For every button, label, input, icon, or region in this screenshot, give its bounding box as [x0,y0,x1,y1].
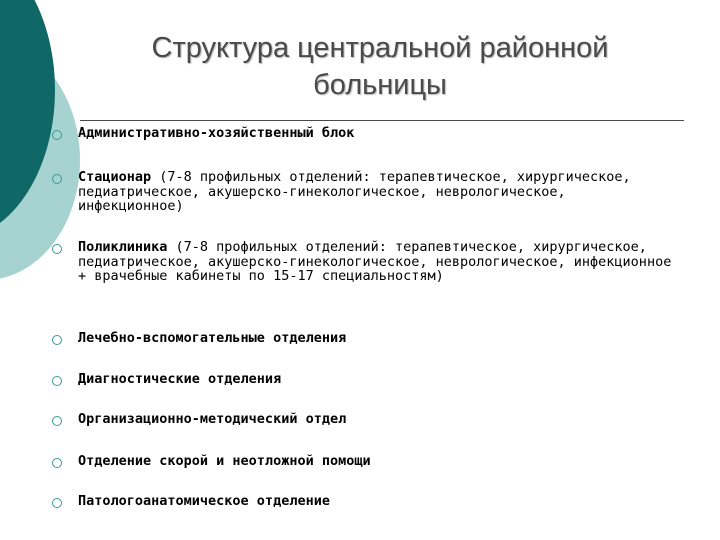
item-description: (7-8 профильных отделений: терапевтическое, хирургическое, педиатрическое, акушерско-гинекологическое, неврологическое, инфекционное + врачебные кабинеты по 15-17 специальностям) [78,239,672,284]
item-heading: Отделение скорой и неотложной помощи [78,453,371,469]
bullet-circle-icon [52,244,62,254]
bullet-circle-icon [52,174,62,184]
list-item [52,372,692,387]
bullet-circle-icon [52,376,62,386]
list-item-text [78,240,678,284]
list-item [52,170,692,214]
item-heading: Административно-хозяйственный блок [78,125,355,141]
list-item-text [78,494,678,509]
list-item [52,412,692,427]
list-item-text [78,454,678,469]
list-item-text [78,372,678,387]
bullet-circle-icon [52,130,62,140]
list-item [52,331,692,346]
item-heading: Стационар [78,169,152,185]
bullet-circle-icon [52,416,62,426]
list-item [52,240,692,284]
list-item [52,494,692,509]
list-item-text [78,170,678,214]
title-line-1: Структура центральной районной [151,32,609,64]
bullet-circle-icon [52,458,62,468]
item-heading: Поликлиника [78,239,168,255]
list-item-text [78,412,678,427]
item-heading: Организационно-методический отдел [78,411,347,427]
title-line-2: больницы [313,69,447,101]
item-heading: Патологоанатомическое отделение [78,493,330,509]
bullet-circle-icon [52,335,62,345]
bullet-circle-icon [52,498,62,508]
item-heading: Диагностические отделения [78,371,282,387]
list-item-text [78,126,678,141]
list-item [52,126,692,141]
item-description: (7-8 профильных отделений: терапевтическое, хирургическое, педиатрическое, акушерско-гинекологическое, неврологическое, инфекционное) [78,169,631,214]
list-item-text [78,331,678,346]
item-heading: Лечебно-вспомогательные отделения [78,330,347,346]
list-item [52,454,692,469]
